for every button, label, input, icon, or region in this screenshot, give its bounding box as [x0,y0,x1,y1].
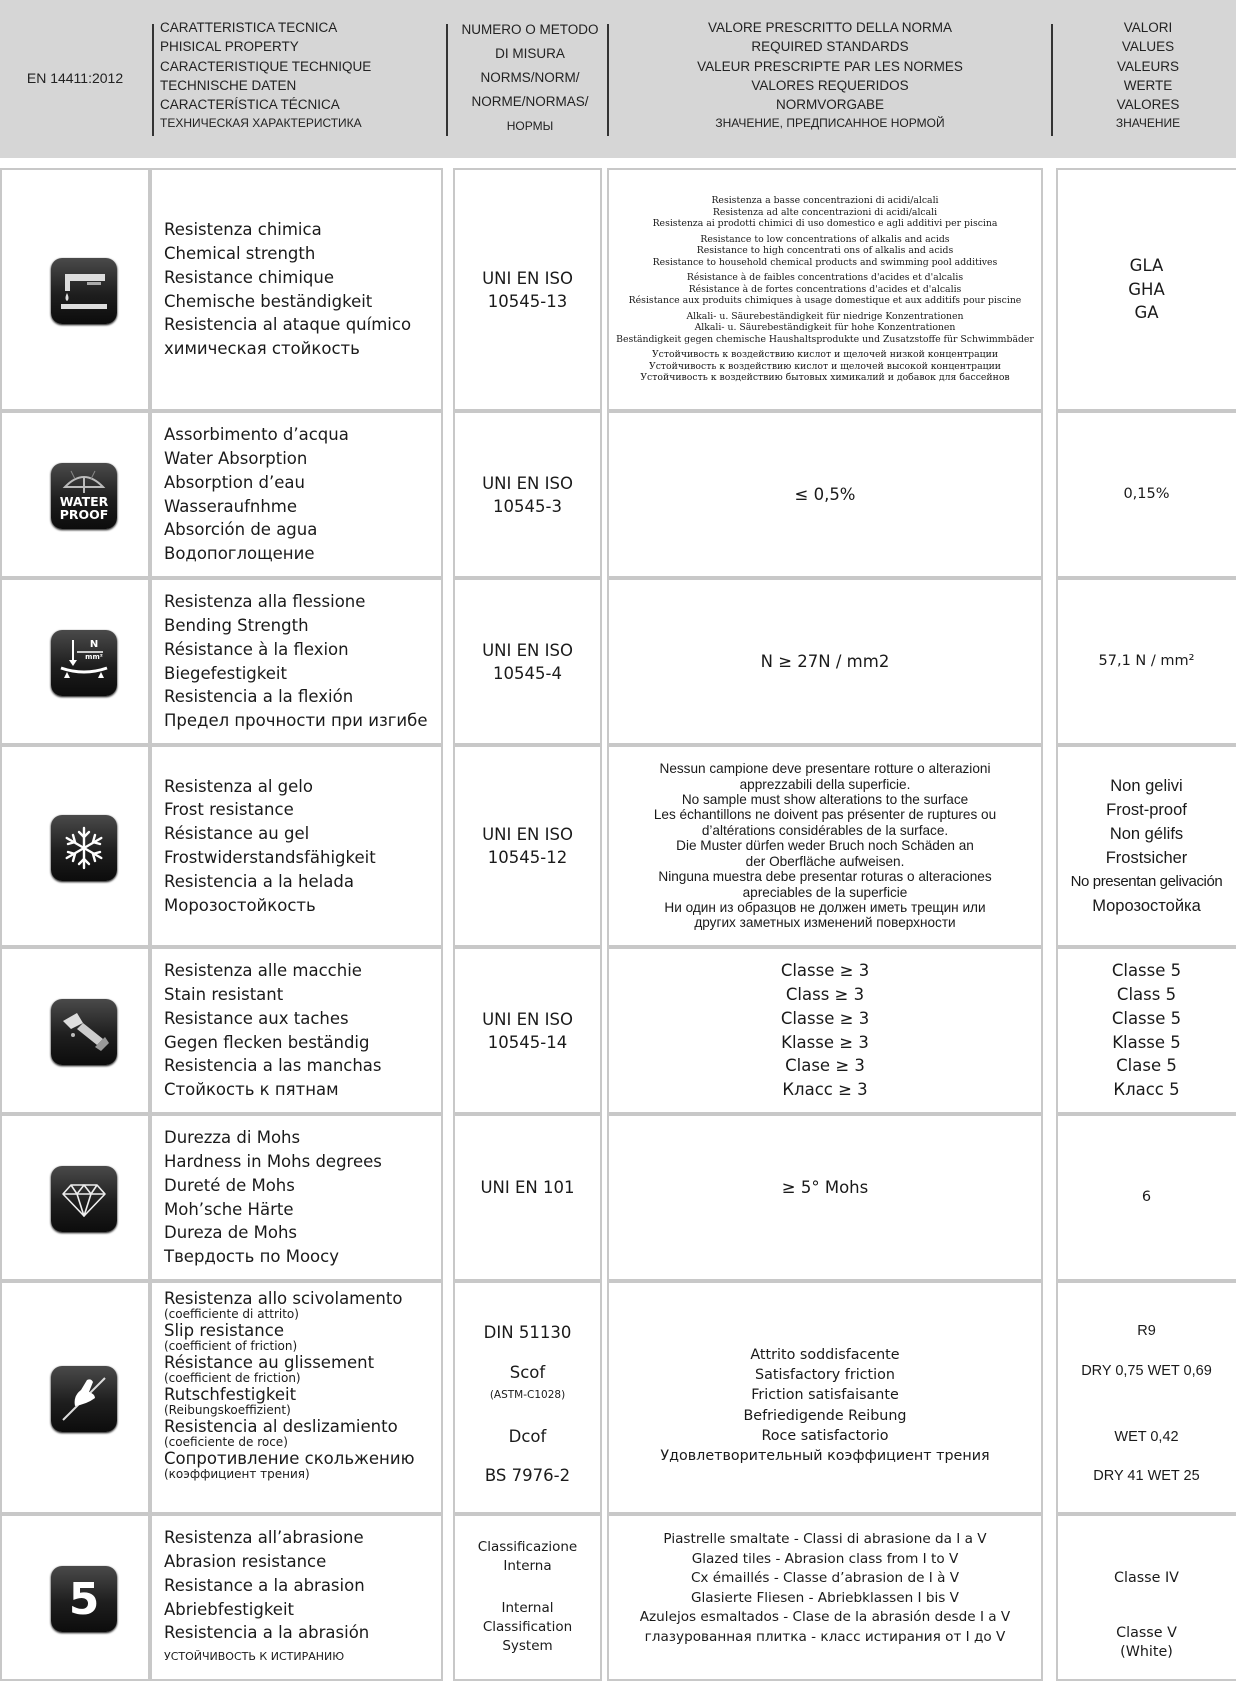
value-text: GHA [1128,279,1165,299]
header-text: NORMS/NORM/ [480,70,580,85]
value-text: Non gelivi [1110,777,1183,795]
header-text: TECHNISCHE DATEN [160,77,297,93]
property-label: Abriebfestigkeit [164,1599,295,1619]
norm-cell [453,168,602,411]
header-divider [152,24,154,136]
required-text: Glasierte Fliesen - Abriebklassen I bis V [691,1589,959,1606]
norm-label: Dcof [508,1427,547,1446]
value-text: Classe IV [1114,1570,1179,1586]
property-label: Slip resistance [164,1321,284,1340]
norm-label: BS 7976-2 [484,1466,571,1485]
value-text: Clase 5 [1116,1056,1177,1076]
stain-icon [51,999,117,1065]
norm-label: 10545-14 [487,1032,568,1052]
property-label: Resistenza chimica [164,220,322,240]
header-text: ЗНАЧЕНИЕ [1115,116,1181,131]
snowflake-icon [51,815,117,881]
header-text: WERTE [1123,77,1173,93]
icon-cell [0,168,150,411]
required-text: Friction satisfaisante [751,1387,899,1404]
value-text: GA [1134,303,1159,323]
required-text: N ≥ 27N / mm2 [760,651,890,671]
value-cell [1056,1114,1236,1281]
value-text: Classe 5 [1111,961,1182,981]
property-label: Resistencia a las manchas [164,1056,382,1076]
norm-label: UNI EN ISO [482,640,573,660]
required-text: Cx émaillés - Classe d’abrasion de I à V [690,1570,960,1586]
property-sublabel: (коэффициент трения) [164,1467,310,1481]
required-text: Class ≥ 3 [785,984,865,1004]
chemical-icon [51,258,117,324]
icon-cell [0,411,150,578]
property-label: Resistenza all’abrasione [164,1528,364,1548]
required-text: ≥ 5° Mohs [781,1177,869,1197]
value-text: GLA [1129,255,1164,275]
required-text: Resistenza ad alte concentrazioni di acidi/alcali [712,206,938,218]
property-label: Bending Strength [164,615,309,635]
value-cell [1056,1514,1236,1681]
property-label: Wasseraufnhme [164,496,298,516]
norm-label: UNI EN 101 [480,1178,575,1197]
norm-cell [453,578,602,745]
property-cell [150,578,443,745]
header-text: CARATTERISTICA TECNICA [160,20,338,35]
header-text: NUMERO O METODO [461,22,599,37]
icon-cell [0,947,150,1114]
required-text: Clase ≥ 3 [785,1056,865,1076]
required-cell [607,1114,1043,1281]
property-label: Résistance à la flexion [164,639,349,659]
value-text: Non gélifs [1109,825,1184,843]
norm-label: 10545-3 [493,496,562,516]
required-text: Resistenza ai prodotti chimici di uso domestico e agli additivi per piscina [652,218,998,230]
property-cell [150,411,443,578]
property-label: Abrasion resistance [164,1551,327,1571]
header-text: REQUIRED STANDARDS [751,39,909,55]
required-text: ≤ 0,5% [794,484,856,504]
required-text: Resistance to low concentrations of alkalis and acids [700,233,950,245]
property-label: Stain resistant [164,984,284,1004]
norm-cell [453,411,602,578]
property-label: Resistencia al ataque químico [164,315,412,335]
property-label: Resistencia a la helada [164,871,354,891]
required-text: Attrito soddisfacente [750,1346,900,1363]
header-text: PHISICAL PROPERTY [160,39,299,55]
required-text: Roce satisfactorio [761,1427,889,1444]
required-cell [607,1514,1043,1681]
required-text: der Oberfläche aufweisen. [745,853,905,869]
value-text: WET 0,42 [1114,1429,1179,1445]
bending-icon [51,630,117,696]
value-cell [1056,411,1236,578]
norm-block: Classificazione Interna [477,1539,578,1574]
norm-cell [453,947,602,1114]
required-cell [607,745,1043,947]
property-cell [150,168,443,411]
icon-cell [0,1281,150,1514]
value-text: Frostsicher [1105,849,1188,867]
header-text: DI MISURA [495,46,565,61]
norm-label: DIN 51130 [483,1323,572,1342]
property-label: Resistance aux taches [164,1008,349,1028]
value-text: Klasse 5 [1112,1032,1181,1052]
header-text: VALUES [1121,39,1175,55]
required-text: apreciables de la superficie [742,884,908,900]
required-text: Ни один из образцов не должен иметь трещин или [664,899,986,915]
property-cell [150,947,443,1114]
norm-label: 10545-4 [493,663,562,683]
header-text: НОРМЫ [506,119,554,133]
header-text: VALORE PRESCRITTO DELLA NORMA [707,20,953,35]
property-label: Resistenza allo scivolamento [164,1289,403,1308]
property-label: Resistenza al gelo [164,776,313,796]
property-sublabel: (coefficient de friction) [164,1371,301,1385]
property-sublabel: (coeficiente de roce) [164,1435,288,1449]
property-label: Chemical strength [164,243,316,263]
property-label: Résistance au glissement [164,1353,375,1372]
property-label: Водопоглощение [164,544,315,564]
required-text: Classe ≥ 3 [780,961,870,981]
property-label: Dureté de Mohs [164,1175,295,1195]
norm-cell [453,1514,602,1681]
property-label: Dureza de Mohs [164,1223,298,1243]
icon-cell [0,1114,150,1281]
value-text: Класс 5 [1113,1080,1180,1100]
value-text: DRY 0,75 WET 0,69 [1081,1363,1212,1379]
required-text: Устойчивость к воздействию бытовых химикалий и добавок для бассейнов [640,372,1010,384]
required-cell [607,578,1043,745]
norm-block: Internal Classification System [482,1600,573,1654]
required-text: глазурованная плитка - класс истирания от I до V [644,1628,1006,1645]
property-label: УСТОЙЧИВОСТЬ К ИСТИРАНИЮ [164,1650,345,1664]
required-cell [607,947,1043,1114]
property-label: Resistencia a la flexión [164,687,354,707]
header-required [620,18,1040,136]
property-label: Твердость по Моосу [164,1247,339,1267]
property-label: Assorbimento d’acqua [164,425,349,445]
header-divider [1051,24,1053,136]
property-label: Frostwiderstandsfähigkeit [164,848,376,867]
norm-cell [453,1281,602,1514]
property-cell [150,1514,443,1681]
icon-cell [0,578,150,745]
header-text: CARACTERÍSTICA TÉCNICA [160,97,340,113]
required-text: Die Muster dürfen weder Bruch noch Schäden an [676,838,974,854]
header-standard: EN 14411:2012 [26,70,124,87]
value-text: Морозостойка [1092,897,1201,915]
header-norm [450,18,610,136]
property-label: Absorption d’eau [164,472,305,492]
property-label: Предел прочности при изгибе [164,711,428,731]
property-cell [150,745,443,947]
property-label: Resistance chimique [164,267,335,287]
property-label: Resistencia al deslizamiento [164,1417,398,1436]
required-text: Nessun campione deve presentare rotture o alterazioni [659,761,991,777]
header-property [160,18,435,136]
property-sublabel: (coefficient of friction) [164,1339,298,1353]
header-text: VALORI [1123,20,1173,35]
required-text: Alkali- u. Säurebeständigkeit für niedrige Konzentrationen [686,310,964,322]
norm-label: 10545-12 [487,848,568,867]
property-label: Résistance au gel [164,824,310,844]
property-label: Absorción de agua [164,520,318,540]
required-cell [607,1281,1043,1514]
header-values [1060,18,1236,136]
bending-icon-label: N mm² [85,639,103,661]
required-text: Удовлетворительный коэффициент трения [660,1448,990,1465]
required-text: Resistance to high concentrati ons of alkalis and acids [696,245,954,257]
header-divider [446,24,448,136]
required-text: других заметных изменений поверхности [694,915,956,931]
property-label: Resistenza alle macchie [164,961,362,981]
property-sublabel: (Reibungskoeffizient) [164,1403,291,1417]
table-header [0,0,1236,162]
header-text: ТЕХНИЧЕСКАЯ ХАРАКТЕРИСТИКА [160,116,362,131]
required-text: Classe ≥ 3 [780,1008,870,1028]
waterproof-icon-label: WATER PROOF [59,494,109,522]
required-text: Befriedigende Reibung [743,1407,907,1424]
header-divider [607,24,609,136]
diamond-icon [51,1166,117,1232]
required-text: Alkali- u. Säurebeständigkeit für hohe Konzentrationen [694,322,956,334]
property-label: Chemische beständigkeit [164,291,373,311]
required-text: Resistance to household chemical products and swimming pool additives [652,256,998,268]
icon-cell [0,1514,150,1681]
icon-cell [0,745,150,947]
value-cell [1056,947,1236,1114]
header-text: VALORES REQUERIDOS [751,77,909,93]
header-text: VALORES [1116,97,1180,113]
property-label: Стойкость к пятнам [164,1080,339,1100]
property-label: Resistencia a la abrasión [164,1623,370,1643]
header-text: NORME/NORMAS/ [471,94,589,109]
required-text: Устойчивость к воздействию кислот и щелочей низкой концентрации [651,349,999,361]
required-text: Les échantillons ne doivent pas présenter de ruptures ou [653,807,997,823]
required-text: Résistance à de faibles concentrations d'acides et d'alcalis [686,272,964,284]
slip-icon [51,1366,117,1432]
property-label: химическая стойкость [164,339,360,359]
property-label: Gegen flecken beständig [164,1032,370,1052]
value-cell [1056,1281,1236,1514]
property-label: Frost resistance [164,800,294,820]
property-label: Морозостойкость [164,895,316,915]
header-text: VALEUR PRESCRIPTE PAR LES NORMES [697,58,963,74]
property-label: Resistenza alla flessione [164,592,366,612]
required-text: apprezzabili della superficie. [739,776,911,792]
property-label: Durezza di Mohs [164,1128,301,1148]
norm-label: UNI EN ISO [482,268,573,288]
norm-label: Scof [509,1363,546,1382]
norm-label: 10545-13 [487,291,568,311]
required-text: Azulejos esmaltados - Clase de la abrasión desde I a V [639,1609,1011,1625]
required-text: No sample must show alterations to the surface [681,792,969,808]
property-label: Resistance a la abrasion [164,1575,365,1595]
norm-label: UNI EN ISO [482,473,573,493]
value-text: No presentan gelivación [1070,873,1223,890]
value-text: 0,15% [1123,485,1170,502]
required-text: Satisfactory friction [755,1366,895,1383]
header-text: CARACTERISTIQUE TECHNIQUE [160,58,372,74]
required-text: Ninguna muestra debe presentar roturas o alteraciones [658,869,992,885]
required-text: Piastrelle smaltate - Classi di abrasione da I a V [663,1531,987,1547]
property-cell [150,1114,443,1281]
property-label: Water Absorption [164,448,308,468]
value-text: Class 5 [1116,984,1177,1004]
abrasion-5-icon [51,1566,117,1632]
value-text: Classe 5 [1111,1008,1182,1028]
norm-cell [453,745,602,947]
header-text: VALEURS [1116,58,1180,74]
abrasion-class-number: 5 [68,1573,100,1625]
required-text: Résistance à de fortes concentrations d'acides et d'alcalis [688,283,962,295]
required-block [609,1530,1041,1647]
norm-label: UNI EN ISO [482,1009,573,1029]
norm-sublabel: (ASTM-C1028) [489,1389,566,1401]
value-text: 6 [1141,1188,1152,1205]
property-label: Сопротивление скольжению [164,1449,415,1468]
value-text: DRY 41 WET 25 [1093,1468,1200,1484]
required-text: Glazed tiles - Abrasion class from I to V [691,1550,959,1567]
required-text: d’altérations considérables de la surface. [701,822,949,838]
property-label: Hardness in Mohs degrees [164,1151,382,1171]
value-text: Frost-proof [1106,801,1187,819]
property-sublabel: (coefficiente di attrito) [164,1307,299,1321]
required-cell [607,411,1043,578]
value-cell [1056,745,1236,947]
header-text: ЗНАЧЕНИЕ, ПРЕДПИСАННОЕ НОРМОЙ [715,116,945,131]
property-label: Moh’sche Härte [164,1199,294,1219]
value-cell [1056,578,1236,745]
required-cell [607,168,1043,411]
waterproof-icon [51,463,117,529]
required-text: Résistance aux produits chimiques à usage domestique et aux additifs pour piscine [628,295,1022,307]
required-text: Klasse ≥ 3 [781,1032,869,1052]
property-label: Biegefestigkeit [164,663,287,683]
value-text: R9 [1137,1323,1156,1339]
required-text: Устойчивость к воздействию кислот и щелочей высокой концентрации [648,360,1002,372]
norm-cell [453,1114,602,1281]
value-cell [1056,168,1236,411]
property-cell [150,1281,443,1514]
property-label: Rutschfestigkeit [164,1385,297,1404]
header-text: NORMVORGABE [775,97,884,113]
value-block: Classe V (White) [1116,1625,1177,1660]
required-text: Класс ≥ 3 [782,1080,868,1100]
required-text: Resistenza a basse concentrazioni di acidi/alcali [711,195,939,207]
norm-label: UNI EN ISO [482,825,573,844]
value-text: 57,1 N / mm² [1098,652,1195,669]
required-text: Beständigkeit gegen chemische Haushaltsprodukte und Zusatzstoffe für Schwimmbäder [616,333,1034,345]
